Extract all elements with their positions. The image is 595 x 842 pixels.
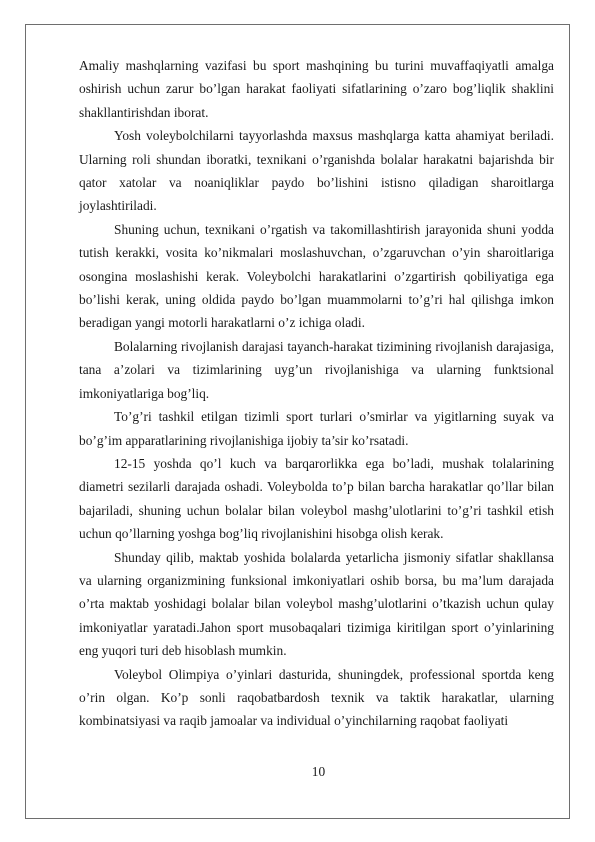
paragraph-6: 12-15 yoshda qo’l kuch va barqarorlikka ega bo’ladi, mushak tolalarining diametri sezilarli darajada oshadi. Voleybolda to’p bilan barcha harakatlar qo’llar bilan bajariladi, shuning uchun bolalar bilan voleybol mashg’ulotlarini to’g’ri tashkil etish uchun qo’llarning yoshga bog’liq rivojlanishini hisobga olish kerak.	[79, 455, 554, 542]
paragraph-2: Yosh voleybolchilarni tayyorlashda maxsus mashqlarga katta ahamiyat beriladi. Ularning roli shundan iboratki, texnikani o’rganishda bolalar harakatni bajarishda bir qator xatolar va noaniqliklar paydo bo’lishini istisno qiladigan sharoitlarga joylashtiriladi.	[79, 128, 554, 214]
page-number: 10	[311, 764, 326, 779]
paragraph-7: Shunday qilib, maktab yoshida bolalarda yetarlicha jismoniy sifatlar shakllansa va ularning organizmining funksional imkoniyatlari oshib borsa, bu ma’lum darajada o’rta maktab yoshidagi bolalar bilan voleybol mashg’ulotlarini o’tkazish uchun qulay imkoniyatlar yaratadi.Jahon sport musobaqalari tizimiga kiritilgan sport o’yinlarining eng yuqori turi deb hisoblash mumkin.	[79, 549, 554, 659]
document-body	[79, 54, 554, 733]
paragraph-4: Bolalarning rivojlanish darajasi tayanch-harakat tizimining rivojlanish darajasiga, tana a’zolari va tizimlarining uyg’un rivojlanishiga va ularning funktsional imkoniyatlariga bog’liq.	[79, 338, 554, 401]
paragraph-1: Amaliy mashqlarning vazifasi bu sport mashqining bu turini muvaffaqiyatli amalga oshirish uchun zarur bo’lgan harakat faoliyati sifatlarining o’zaro bog’liqlik shaklini shakllantirishdan iborat.	[79, 58, 554, 120]
paragraph-8: Voleybol Olimpiya o’yinlari dasturida, shuningdek, professional sportda keng o’rin olgan. Ko’p sonli raqobatbardosh texnik va taktik harakatlar, ularning kombinatsiyasi va raqib jamoalar va individual o’yinchilarning raqobat faoliyati	[79, 666, 554, 729]
paragraph-3: Shuning uchun, texnikani o’rgatish va takomillashtirish jarayonida shuni yodda tutish kerakki, vosita ko’nikmalari moslashuvchan, o’zgaruvchan o’yin sharoitlariga osongina moslashishi kerak. Voleybolchi harakatlarini o’zgartirish qobiliyatiga ega bo’lishi kerak, uning oldida paydo bo’lgan muammolarni to’g’ri hal qilishga imkon beradigan yangi motorli harakatlarni o’z ichiga oladi.	[79, 221, 554, 331]
paragraph-5: To’g’ri tashkil etilgan tizimli sport turlari o’smirlar va yigitlarning suyak va bo’g’im apparatlarining rivojlanishiga ijobiy ta’sir ko’rsatadi.	[79, 409, 554, 448]
